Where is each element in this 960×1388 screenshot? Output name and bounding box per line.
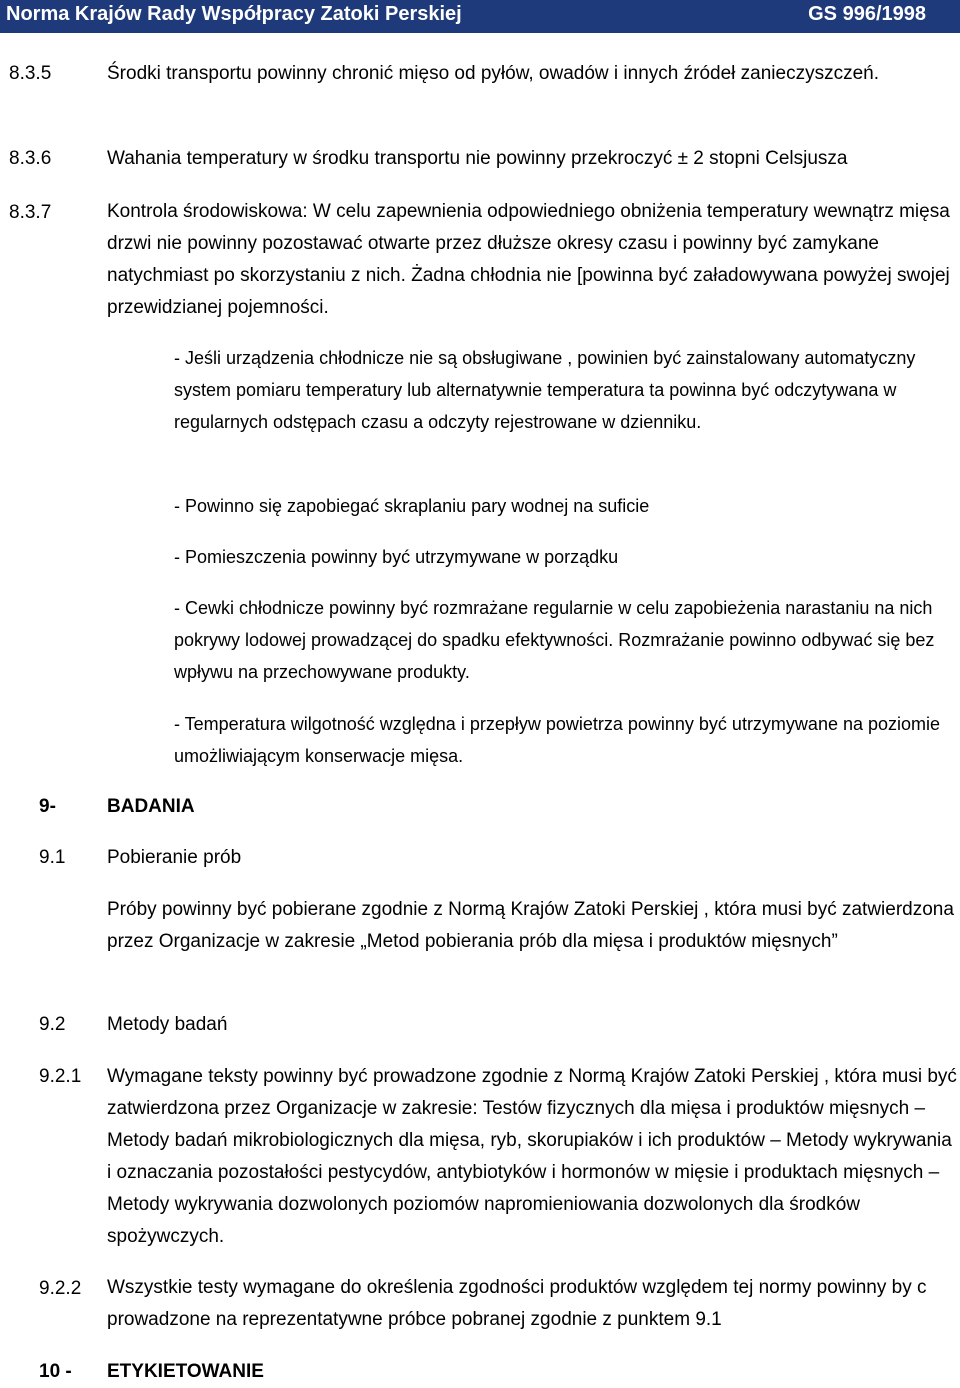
page-header [0, 0, 960, 33]
section-text-9-2-2: Wszystkie testy wymagane do określenia zgodności produktów względem tej normy powinny by c prowadzone na reprezentatywne próbce pobranej zgodnie z punktem 9.1 [107, 1277, 927, 1330]
section-number-9-2: 9.2 [39, 1014, 66, 1035]
section-number-8-3-6: 8.3.6 [9, 148, 52, 169]
bullet-paragraph: - Temperatura wilgotność względna i przepływ powietrza powinny być utrzymywane na poziomie umożliwiającym konserwacje mięsa. [174, 714, 941, 766]
bullet-paragraph: - Jeśli urządzenia chłodnicze nie są obsługiwane , powinien być zainstalowany automatyczny system pomiaru temperatury lub alternatywnie temperatura ta powinna być odczytywana w regularnych odstępach czasu a odczyty rejestrowane w dzienniku. [174, 348, 916, 432]
section-text-9-2-1: Wymagane teksty powinny być prowadzone zgodnie z Normą Krajów Zatoki Perskiej , która musi być zatwierdzona przez Organizacje w zakresie: Testów fizycznych dla mięsa i produktów mięsnych – Metody badań mikrobiologicznych dla mięsa, ryb, skorupiaków i ich produktów – Metody wykrywania i oznaczania pozostałości pestycydów, antybiotyków i hormonów w mięsie i produktach mięsnych – Metody wykrywania dozwolonych poziomów napromieniowania dozwolonych dla środków spożywczych. [107, 1066, 957, 1247]
document-title: Norma Krajów Rady Współpracy Zatoki Perskiej [6, 3, 462, 25]
section-number-8-3-7: 8.3.7 [9, 202, 52, 223]
section-number-9-2-1: 9.2.1 [39, 1066, 82, 1087]
section-text-8-3-6: Wahania temperatury w środku transportu nie powinny przekroczyć ± 2 stopni Celsjusza [107, 148, 848, 169]
section-text-9-1: Próby powinny być pobierane zgodnie z Normą Krajów Zatoki Perskiej , która musi być zatwierdzona przez Organizacje w zakresie „Metod pobierania prób dla mięsa i produktów mięsnych” [107, 899, 954, 952]
bullet-paragraph: - Cewki chłodnicze powinny być rozmrażane regularnie w celu zapobieżenia narastaniu na nich pokrywy lodowej prowadzącej do spadku efektywności. Rozmrażanie powinno odbywać się bez wpływu na przechowywane produkty. [174, 598, 935, 682]
bullet-paragraph: - Powinno się zapobiegać skraplaniu pary wodnej na suficie [174, 496, 650, 516]
section-number-9-2-2: 9.2.2 [39, 1278, 82, 1299]
section-number-8-3-5: 8.3.5 [9, 63, 52, 84]
document-code: GS 996/1998 [808, 3, 926, 25]
section-heading-pobieranie: Pobieranie prób [107, 847, 242, 868]
section-number-9: 9- [39, 796, 56, 817]
section-heading-metody: Metody badań [107, 1014, 228, 1035]
bullet-paragraph: - Pomieszczenia powinny być utrzymywane w porządku [174, 547, 619, 567]
section-number-9-1: 9.1 [39, 847, 66, 868]
section-heading-badania: BADANIA [107, 796, 195, 817]
section-heading-etykietowanie: ETYKIETOWANIE [107, 1361, 264, 1382]
section-text-8-3-5: Środki transportu powinny chronić mięso od pyłów, owadów i innych źródeł zanieczyszczeń. [107, 63, 879, 84]
section-number-10: 10 - [39, 1361, 72, 1382]
section-text-8-3-7: Kontrola środowiskowa: W celu zapewnienia odpowiedniego obniżenia temperatury wewnątrz mięsa drzwi nie powinny pozostawać otwarte przez dłuższe okresy czasu i powinny być zamykane natychmiast po skorzystaniu z nich. Żadna chłodnia nie [powinna być załadowywana powyżej swojej przewidzianej pojemności. [107, 201, 950, 318]
